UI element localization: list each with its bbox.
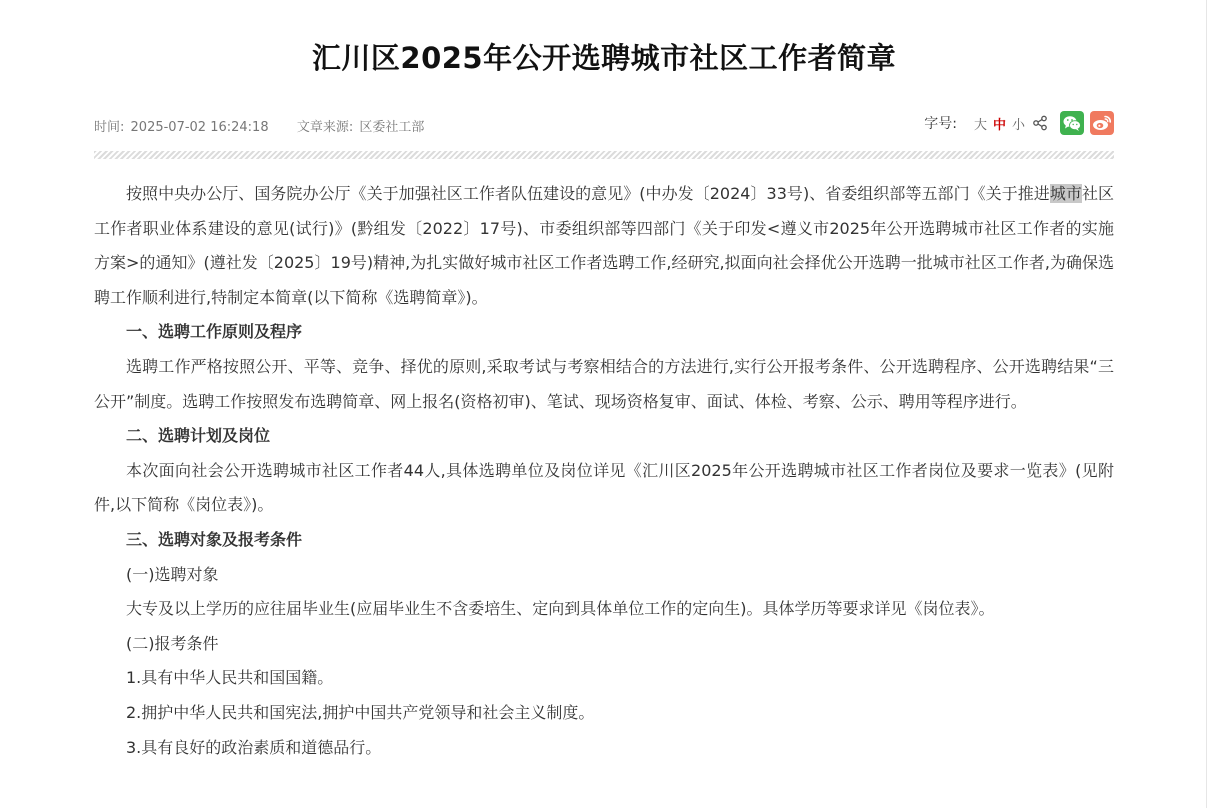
paragraph-condition-1: 1.具有中华人民共和国国籍。 — [126, 668, 334, 688]
section-heading-2: 二、选聘计划及岗位 — [126, 426, 271, 446]
intro-text-b: 社区工作者职业体系建设的意见(试行)》(黔组发〔2022〕17号)、市委组织部等四部门《关于印发<遵义市2025年公开选聘城市社区工作者的实施方案>的通知》(遵社发〔2025〕19号)精神,为扎实做好城市社区工作者选聘工作,经研究,拟面向社会择优公开选聘一批城市社区工作者,为确保选聘工作顺利进行,特制定本简章(以下简称《选聘简章》)。 — [94, 184, 1114, 307]
intro-text-a: 按照中央办公厅、国务院办公厅《关于加强社区工作者队伍建设的意见》(中办发〔2024〕33号)、省委组织部等五部门《关于推进 — [126, 184, 1050, 203]
paragraph-intro — [94, 177, 1114, 315]
article-body — [94, 177, 1114, 765]
meta-info — [94, 116, 426, 135]
section-heading-3: 三、选聘对象及报考条件 — [126, 529, 303, 549]
article-meta — [94, 110, 1114, 138]
wechat-icon[interactable] — [1060, 111, 1084, 135]
paragraph-principles: 选聘工作严格按照公开、平等、竞争、择优的原则,采取考试与考察相结合的方法进行,实行公开报考条件、公开选聘程序、公开选聘结果“三公开”制度。选聘工作按照发布选聘简章、网上报名(资格初审)、笔试、现场资格复审、面试、体检、考察、公示、聘用等程序进行。 — [94, 356, 1114, 411]
paragraph-plan: 本次面向社会公开选聘城市社区工作者44人,具体选聘单位及岗位详见《汇川区2025年公开选聘城市社区工作者岗位及要求一览表》(见附件,以下简称《岗位表》)。 — [94, 460, 1114, 515]
source-label: 文章来源: — [296, 120, 354, 135]
font-size-medium-button[interactable]: 中 — [992, 117, 1006, 133]
time-label: 时间: — [94, 120, 125, 135]
article-tools — [924, 110, 1114, 136]
share-icon[interactable] — [1032, 115, 1048, 131]
time-value: 2025-07-02 16:24:18 — [130, 120, 269, 135]
paragraph-subheading-conditions: (二)报考条件 — [126, 633, 219, 653]
intro-highlight: 城市 — [1049, 184, 1082, 203]
font-size-large-button[interactable]: 大 — [973, 117, 987, 133]
section-heading-1: 一、选聘工作原则及程序 — [126, 322, 303, 342]
paragraph-condition-2: 2.拥护中华人民共和国宪法,拥护中国共产党领导和社会主义制度。 — [126, 702, 595, 722]
font-size-small-button[interactable]: 小 — [1011, 117, 1025, 133]
weibo-icon[interactable] — [1090, 111, 1114, 135]
article — [94, 0, 1114, 757]
font-size-label: 字号: — [924, 116, 957, 132]
header-divider — [94, 151, 1114, 159]
paragraph-target: 大专及以上学历的应往届毕业生(应届毕业生不含委培生、定向到具体单位工作的定向生)。具体学历等要求详见《岗位表》。 — [126, 599, 995, 619]
article-title: 汇川区2025年公开选聘城市社区工作者简章 — [311, 41, 897, 75]
source-value: 区委社工部 — [359, 120, 425, 135]
paragraph-condition-3: 3.具有良好的政治素质和道德品行。 — [126, 737, 382, 757]
paragraph-subheading-target: (一)选聘对象 — [126, 564, 219, 584]
